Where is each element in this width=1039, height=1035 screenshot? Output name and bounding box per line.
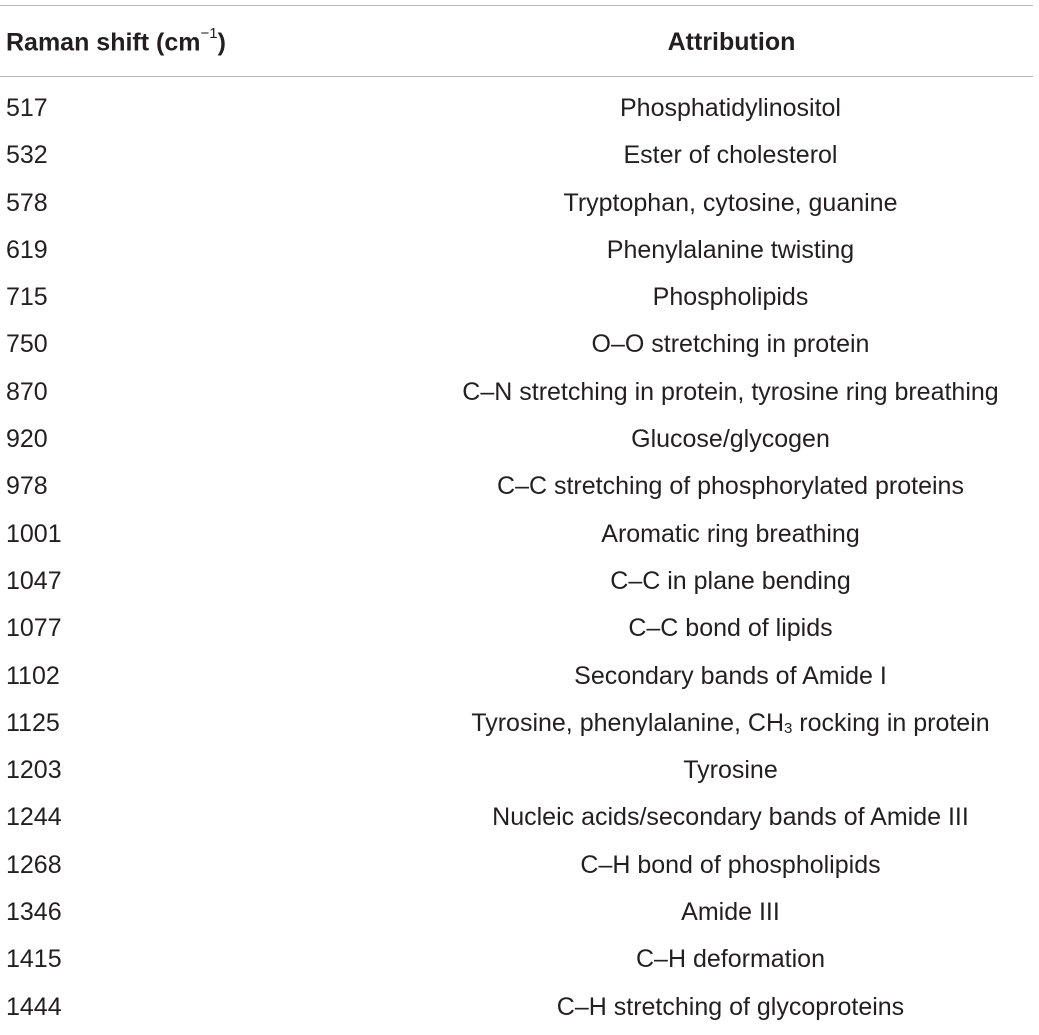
table-row bbox=[0, 704, 1039, 751]
attribution-text: Secondary bands of Amide I bbox=[574, 661, 887, 690]
table-body bbox=[0, 89, 1039, 1035]
table-top-rule bbox=[0, 5, 1033, 6]
attribution-text: Tryptophan, cytosine, guanine bbox=[563, 188, 898, 217]
table-row bbox=[0, 798, 1039, 845]
attribution-cell bbox=[428, 378, 1033, 407]
raman-shift-cell: 1244 bbox=[6, 803, 62, 832]
raman-shift-cell: 1077 bbox=[6, 614, 62, 643]
table-row bbox=[0, 515, 1039, 562]
attribution-text: C–H deformation bbox=[636, 945, 825, 974]
attribution-cell bbox=[428, 993, 1033, 1022]
header-attribution: Attribution bbox=[667, 28, 796, 56]
raman-shift-cell: 1415 bbox=[6, 945, 62, 974]
raman-shift-cell: 578 bbox=[6, 188, 48, 217]
raman-shift-cell: 920 bbox=[6, 425, 48, 454]
attribution-cell bbox=[428, 614, 1033, 643]
table-row bbox=[0, 893, 1039, 940]
table-row bbox=[0, 609, 1039, 656]
table-row bbox=[0, 657, 1039, 704]
attribution-text: Glucose/glycogen bbox=[631, 425, 830, 454]
raman-shift-cell: 1268 bbox=[6, 850, 62, 879]
raman-shift-cell: 715 bbox=[6, 283, 48, 312]
attribution-cell bbox=[428, 709, 1033, 738]
raman-shift-cell: 1001 bbox=[6, 519, 62, 548]
attribution-cell bbox=[428, 756, 1033, 785]
table-row bbox=[0, 325, 1039, 372]
attribution-text: Phosphatidylinositol bbox=[620, 94, 841, 122]
raman-shift-cell: 517 bbox=[6, 94, 48, 122]
table-row bbox=[0, 89, 1039, 136]
table-row bbox=[0, 373, 1039, 420]
attribution-text: C–C stretching of phosphorylated proteins bbox=[497, 472, 964, 501]
attribution-cell bbox=[428, 945, 1033, 974]
attribution-text-tail: rocking in protein bbox=[792, 708, 990, 737]
attribution-subscript: 3 bbox=[784, 719, 793, 737]
attribution-cell bbox=[428, 330, 1033, 359]
attribution-text: C–C bond of lipids bbox=[628, 614, 833, 643]
attribution-text: Phospholipids bbox=[652, 283, 809, 312]
table-header-rule bbox=[0, 76, 1033, 77]
table-row bbox=[0, 467, 1039, 514]
table-row bbox=[0, 562, 1039, 609]
attribution-text: Ester of cholesterol bbox=[623, 141, 838, 170]
table-row bbox=[0, 184, 1039, 231]
attribution-text: C–H bond of phospholipids bbox=[580, 850, 881, 879]
attribution-cell bbox=[428, 283, 1033, 312]
attribution-cell bbox=[428, 520, 1033, 549]
attribution-text: Tyrosine bbox=[683, 756, 778, 785]
table-row bbox=[0, 420, 1039, 467]
attribution-cell bbox=[428, 898, 1033, 927]
header-raman-shift-close: ) bbox=[217, 28, 226, 57]
raman-shift-cell: 1203 bbox=[6, 756, 62, 785]
header-raman-shift-exponent: −1 bbox=[200, 25, 218, 42]
raman-shift-cell: 1346 bbox=[6, 898, 62, 927]
attribution-cell bbox=[428, 141, 1033, 170]
raman-shift-cell: 1047 bbox=[6, 566, 62, 595]
raman-shift-cell: 619 bbox=[6, 235, 48, 264]
attribution-cell bbox=[428, 472, 1033, 501]
raman-shift-cell: 978 bbox=[6, 472, 48, 501]
raman-shift-cell: 1444 bbox=[6, 992, 62, 1021]
attribution-cell bbox=[428, 803, 1033, 832]
raman-shift-cell: 1125 bbox=[6, 708, 60, 737]
raman-shift-cell: 750 bbox=[6, 330, 48, 359]
header-raman-shift bbox=[6, 25, 226, 57]
raman-shift-cell: 1102 bbox=[6, 661, 60, 690]
attribution-text: Nucleic acids/secondary bands of Amide III bbox=[492, 803, 969, 832]
attribution-cell bbox=[428, 851, 1033, 880]
table-row bbox=[0, 751, 1039, 798]
attribution-text: Phenylalanine twisting bbox=[606, 235, 855, 264]
attribution-text: Aromatic ring breathing bbox=[601, 519, 860, 548]
attribution-cell bbox=[428, 189, 1033, 218]
attribution-cell bbox=[428, 425, 1033, 454]
attribution-cell bbox=[428, 567, 1033, 596]
attribution-text: C–C in plane bending bbox=[610, 566, 851, 595]
attribution-cell bbox=[428, 236, 1033, 265]
raman-shift-cell: 532 bbox=[6, 141, 48, 170]
attribution-cell bbox=[428, 662, 1033, 691]
attribution-text: Tyrosine, phenylalanine, CH bbox=[471, 708, 784, 737]
attribution-cell bbox=[428, 94, 1033, 123]
table-header bbox=[0, 22, 1039, 62]
table-row bbox=[0, 136, 1039, 183]
table-row bbox=[0, 278, 1039, 325]
table-row bbox=[0, 940, 1039, 987]
table-row bbox=[0, 231, 1039, 278]
table-row bbox=[0, 988, 1039, 1035]
attribution-text: Amide III bbox=[681, 898, 780, 927]
header-raman-shift-label: Raman shift (cm bbox=[6, 28, 201, 57]
raman-shift-cell: 870 bbox=[6, 377, 48, 406]
attribution-text: O–O stretching in protein bbox=[591, 330, 870, 359]
attribution-text: C–N stretching in protein, tyrosine ring breathing bbox=[462, 377, 999, 406]
attribution-text: C–H stretching of glycoproteins bbox=[556, 992, 905, 1021]
table-row bbox=[0, 846, 1039, 893]
